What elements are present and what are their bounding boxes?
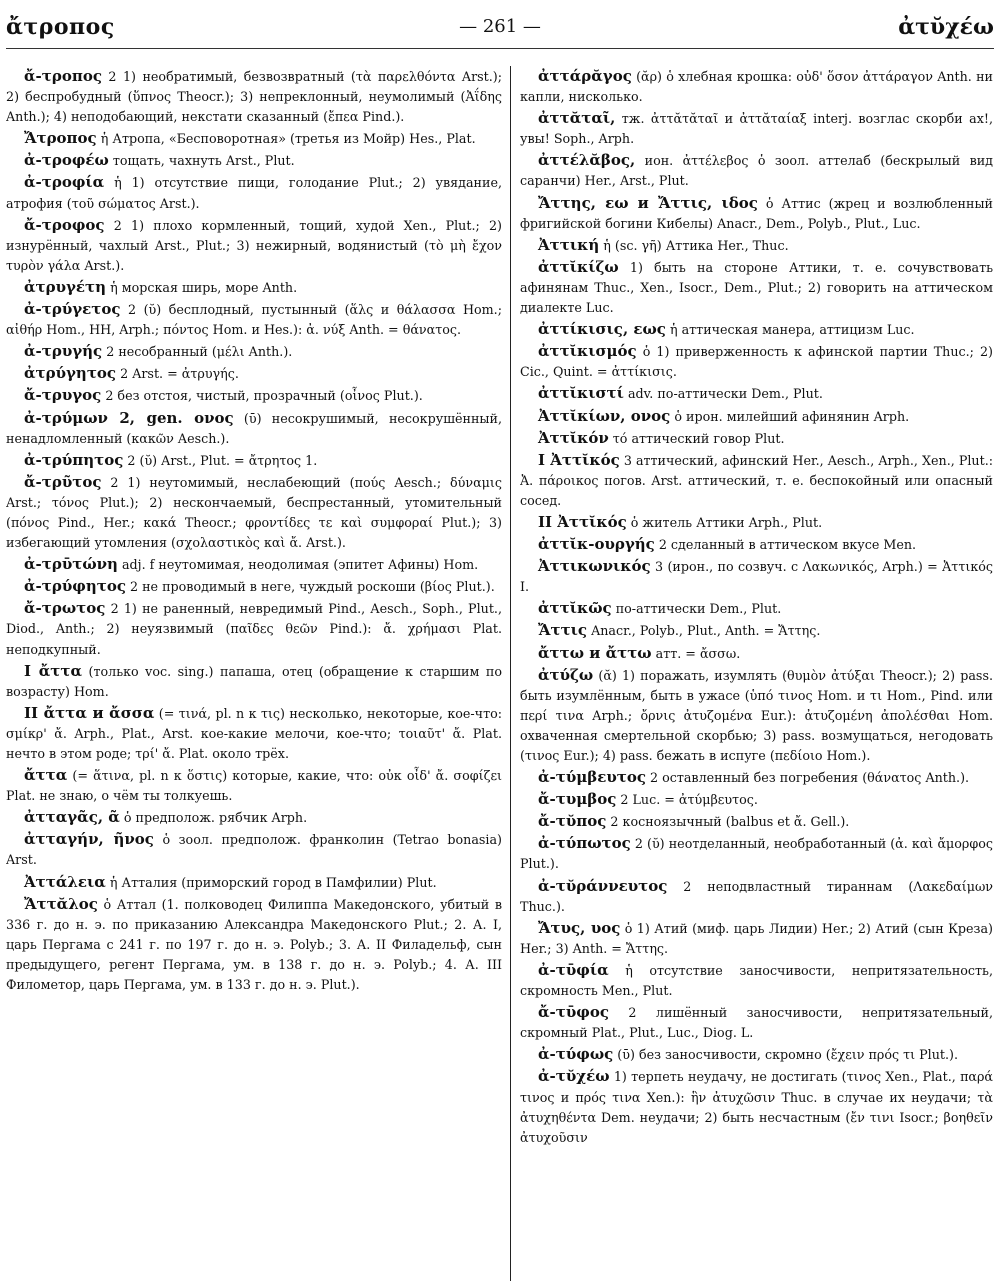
entry-headword: ἀττῐκ-ουργής — [538, 535, 655, 554]
entry-definition: 3 аттический, афинский Her., Aesch., Arph., Xen., Plut.: Ἀ. πάροικος погов. Arst. аттический, т. е. беспокойный или опасный сосед. — [520, 452, 993, 508]
dictionary-entry — [6, 661, 502, 702]
entry-definition: 2 без отстоя, чистый, прозрачный (οἶνος Plut.). — [101, 388, 423, 404]
dictionary-entry — [520, 383, 993, 404]
dictionary-entry — [520, 66, 993, 107]
entry-definition: ἡ (sc. γῆ) Аттика Her., Thuc. — [599, 237, 789, 253]
dictionary-entry — [520, 960, 993, 1001]
entry-definition: 2 (ῠ) Arst., Plut. = ἄτρητος 1. — [123, 452, 318, 468]
entry-definition: ἡ 1) отсутствие пищи, голодание Plut.; 2) увядание, атрофия (τοῦ σώματος Arst.). — [6, 175, 502, 211]
dictionary-entry — [6, 172, 502, 213]
entry-headword: ἀ-τρύγετος — [24, 300, 121, 319]
entry-definition: 2 1) неутомимый, неслабеющий (πούς Aesch.; δύναμις Arst.; τόνος Plut.); 2) нескончаемый, беспрестанный, утомительный (πόνος Pind., Her.; κακά Theocr.; φροντίδες τε καὶ συμφοραί Plut.); 3) избегающий утомления (σχολαστικὸς καὶ ἄ. Arst.). — [6, 474, 502, 551]
dictionary-entry — [520, 534, 993, 555]
dictionary-entry — [6, 765, 502, 806]
entry-definition: 2 не проводимый в неге, чуждый роскоши (βίος Plut.). — [125, 579, 495, 595]
dictionary-entry — [520, 620, 993, 641]
entry-definition: ὁ Аттис (жрец и возлюбленный фригийской богини Кибелы) Anacr., Dem., Polyb., Plut., Luc. — [520, 195, 993, 231]
entry-headword: ἀττῐκισμός — [538, 342, 637, 361]
entry-headword: ἄ-τῠπος — [538, 812, 607, 831]
entry-definition: ἡ морская ширь, море Anth. — [106, 279, 298, 295]
dictionary-entry — [6, 215, 502, 276]
entry-headword: ἀ-τρύπητος — [24, 450, 124, 469]
entry-headword: ἄ-τρυγος — [24, 386, 102, 405]
entry-headword: ἄττα — [24, 766, 68, 785]
dictionary-entry — [6, 829, 502, 870]
entry-definition: (ῡ) несокрушимый, несокрушённый, ненадломленный (κακῶν Aesch.). — [6, 410, 502, 446]
left-column — [6, 66, 502, 1281]
dictionary-entry — [520, 767, 993, 788]
entry-definition: (ῡ) без заносчивости, скромно (ἔχειν πρός τι Plut.). — [613, 1047, 959, 1063]
entry-headword: ἀτρυγέτη — [24, 277, 107, 296]
dictionary-entry — [520, 665, 993, 766]
entry-headword: ἀττῐκῶς — [538, 599, 612, 618]
entry-definition: тощать, чахнуть Arst., Plut. — [108, 153, 295, 169]
entry-headword: ἀ-τρυγής — [24, 342, 103, 361]
entry-headword: ἄ-τρῦτος — [24, 472, 102, 491]
entry-headword: ἀ-τροφία — [24, 173, 105, 192]
entry-headword: I ἄττα — [24, 661, 82, 680]
header-left-word: ἄτροπος — [6, 14, 115, 40]
entry-definition: ὁ 1) Атий (миф. царь Лидии) Her.; 2) Атий (сын Креза) Her.; 3) Anth. = Ἄττης. — [520, 920, 993, 956]
dictionary-entry — [6, 385, 502, 406]
dictionary-entry — [520, 876, 993, 917]
dictionary-entry — [6, 277, 502, 298]
entry-headword: Ἀττικωνικός — [538, 557, 651, 576]
entry-definition: ἡ отсутствие заносчивости, непритязательность, скромность Men., Plut. — [520, 962, 993, 999]
entry-definition: ὁ ирон. милейший афинянин Arph. — [670, 408, 910, 424]
entry-definition: adv. по-аттически Dem., Plut. — [623, 386, 823, 402]
entry-headword: Ἄτροπος — [24, 129, 97, 148]
entry-headword: ἀττάρᾰγος — [538, 67, 632, 85]
entry-headword: ἀ-τροφέω — [24, 151, 109, 170]
dictionary-entry — [6, 363, 502, 384]
dictionary-entry — [520, 1002, 993, 1043]
entry-headword: ἀττῐκιστί — [538, 384, 624, 403]
dictionary-entry — [520, 428, 993, 449]
entry-headword: ἀ-τρῡτώνη — [24, 555, 118, 574]
dictionary-entry — [6, 150, 502, 171]
dictionary-entry — [520, 598, 993, 619]
entry-definition: ὁ житель Аттики Arph., Plut. — [626, 514, 823, 530]
entry-headword: Ἄτυς, υος — [538, 918, 621, 937]
dictionary-entry — [520, 235, 993, 256]
entry-headword: ἄ-τῡφος — [538, 1003, 609, 1022]
entry-headword: ἀτταγήν, ῆνος — [24, 830, 154, 849]
entry-headword: ἄ-τροφος — [24, 215, 105, 234]
entry-definition: ἡ Атталия (приморский город в Памфилии) Plut. — [105, 874, 437, 890]
entry-headword: ἄ-τρωτος — [24, 599, 106, 618]
dictionary-entry — [6, 807, 502, 828]
entry-definition: тж. ἀττᾰτᾰταῖ и ἀττᾰταίαξ interj. возглас скорби ах!, увы! Soph., Arph. — [520, 111, 993, 147]
dictionary-entry — [520, 406, 993, 427]
dictionary-entry — [520, 108, 993, 149]
entry-definition: 2 оставленный без погребения (θάνατος Anth.). — [645, 770, 970, 786]
entry-definition: adj. f неутомимая, неодолимая (эпитет Афины) Hom. — [117, 557, 479, 573]
dictionary-entry — [6, 341, 502, 362]
entry-headword: ἀ-τύπωτος — [538, 834, 631, 853]
entry-headword: ἄ-τυμβος — [538, 790, 617, 809]
entry-definition: 2 косноязычный (balbus et ἄ. Gell.). — [606, 814, 850, 830]
entry-definition: (ᾰ) 1) поражать, изумлять (θυμὸν ἀτύξαι Theocr.); 2) pass. быть изумлённым, быть в ужасе (ὑπό τινος Hom. и τι Hom., Pind. или περί τινα Arph.; ὄρνις ἀτυζομένα Eur.): ἀτυζομένη ἀπολέσθαι Hom. охваченная смертельной скорбью; 3) pass. возмущаться, негодовать (τινος Eur.); 4) pass. бежать в испуге (πεδίοιο Hom.). — [520, 667, 993, 763]
entry-headword: ἀ-τῠχέω — [538, 1067, 610, 1086]
dictionary-entry — [520, 193, 993, 234]
entry-headword: I Ἀττῐκός — [538, 450, 620, 469]
dictionary-entry — [6, 472, 502, 553]
entry-definition: атт. = ἄσσω. — [651, 645, 741, 661]
entry-definition: ἡ аттическая манера, аттицизм Luc. — [665, 322, 915, 338]
dictionary-entry — [520, 789, 993, 810]
page-number: — 261 — — [459, 16, 541, 37]
entry-headword: ἀ-τῠράννευτος — [538, 876, 668, 895]
dictionary-entry — [520, 341, 993, 382]
dictionary-entry — [520, 257, 993, 318]
dictionary-entry — [6, 66, 502, 127]
entry-definition: 2 1) не раненный, невредимый Pind., Aesch., Soph., Plut., Diod., Anth.; 2) неуязвимый (παῖδες θεῶν Pind.): ἄ. χρήμασι Plat. неподкупный. — [6, 601, 502, 657]
dictionary-entry — [6, 872, 502, 893]
entry-definition: (только voc. sing.) папаша, отец (обращение к старшим по возрасту) Hom. — [6, 663, 502, 699]
column-divider — [510, 66, 511, 1281]
dictionary-entry — [520, 811, 993, 832]
entry-definition: (ᾰρ) ὁ хлебная крошка: οὐδ' ὅσον ἀττάραγον Anth. ни капли, нисколько. — [520, 69, 993, 105]
entry-headword: Ἄττᾰλος — [24, 894, 98, 913]
dictionary-entry — [6, 128, 502, 149]
entry-headword: ἀττέλᾰβος, — [538, 151, 636, 170]
dictionary-entry — [520, 150, 993, 191]
entry-definition: 2 сделанный в аттическом вкусе Men. — [654, 537, 917, 553]
entry-definition: по-аттически Dem., Plut. — [611, 601, 782, 617]
page-header — [6, 14, 994, 44]
entry-definition: 2 1) необратимый, безвозвратный (τὰ παρελθόντα Arst.); 2) беспробудный (ὕπνος Theocr.); 3) непреклонный, неумолимый (Ἀΐδης Anth.); 4) неподобающий, некстати сказанный (ἔπεα Pind.). — [6, 69, 502, 125]
entry-definition: 1) терпеть неудачу, не достигать (τινος Xen., Plat., παρά τινος и πρός τινα Xen.): ἣν ἀτυχῶσιν Thuc. в случае их неудачи; τὰ ἀτυχηθέντα Dem. неудачи; 2) быть несчастным (ἔν τινι Isocr.; βοηθεῖν ἀτυχοῦσιν — [520, 1069, 993, 1145]
entry-definition: 1) быть на стороне Аттики, т. е. сочувствовать афинянам Thuc., Xen., Isocr., Dem., Plut.; 2) говорить на аттическом диалекте Luc. — [520, 259, 993, 316]
entry-definition: 2 (ῠ) неотделанный, необработанный (ἀ. καὶ ἄμορφος Plut.). — [520, 836, 993, 872]
dictionary-entry — [520, 1044, 993, 1065]
entry-definition: ὁ 1) приверженность к афинской партии Thuc.; 2) Cic., Quint. = ἀττίκισις. — [520, 344, 993, 380]
entry-definition: τό аттический говор Plut. — [608, 430, 785, 446]
entry-headword: Ἄττης, εω и Ἄττις, ιδος — [538, 193, 758, 212]
entry-definition: ὁ Аттал (1. полководец Филиппа Македонского, убитый в 336 г. до н. э. по приказанию Александра Македонского Plut.; 2. А. I, царь Пергама с 241 г. по 197 г. до н. э. Polyb.; 3. А. II Филадельф, сын предыдущего, регент Пергама, ум. в 138 г. до н. э. Polyb.; 4. А. III Филометор, царь Пергама, ум. в 133 г. до н. э. Plut.). — [6, 896, 502, 993]
entry-definition: ἡ Атропа, «Бесповоротная» (третья из Мойр) Hes., Plat. — [96, 131, 476, 147]
entry-headword: ἀτρύγητος — [24, 364, 117, 383]
entry-headword: ἀτύζω — [538, 665, 594, 684]
entry-headword: ἄττω и ἄττω — [538, 643, 652, 662]
header-right-word: ἀτῠχέω — [898, 14, 994, 40]
dictionary-entry — [6, 299, 502, 340]
entry-headword: II ἄττα и ἄσσα — [24, 703, 155, 722]
entry-headword: Ἄττις — [538, 621, 588, 640]
entry-headword: ἀττῐκίζω — [538, 257, 619, 276]
entry-headword: ἀ-τύφως — [538, 1045, 614, 1064]
entry-headword: ἄ-τροπος — [24, 67, 102, 85]
entry-definition: ὁ предполож. рябчик Arph. — [119, 810, 308, 826]
dictionary-entry — [520, 833, 993, 874]
dictionary-entry — [6, 703, 502, 764]
dictionary-entry — [520, 1066, 993, 1147]
dictionary-entry — [520, 450, 993, 511]
dictionary-entry — [6, 576, 502, 597]
dictionary-entry — [520, 918, 993, 959]
entry-headword: ἀτταγᾶς, ᾶ — [24, 808, 120, 827]
dictionary-entry — [520, 319, 993, 340]
entry-headword: Ἀττῐκόν — [538, 428, 609, 447]
entry-headword: II Ἀττῐκός — [538, 512, 627, 531]
entry-definition: 3 (ирон., по созвуч. с Λακωνικός, Arph.) = Ἀττικός I. — [520, 559, 993, 595]
entry-headword: ἀττίκισις, εως — [538, 320, 666, 339]
entry-definition: 2 неподвластный тираннам (Λακεδαίμων Thuc.). — [520, 878, 993, 914]
entry-definition: ион. ἀττέλεβος ὁ зоол. аттелаб (бескрылый вид саранчи) Her., Arst., Plut. — [520, 153, 993, 189]
entry-headword: Ἀττική — [538, 235, 600, 254]
entry-definition: 2 (ῠ) бесплодный, пустынный (ἅλς и θάλασσα Hom.; αἰθήρ Hom., HH, Arph.; πόντος Hom. и Hes.): ἀ. νύξ Anth. = θάνατος. — [6, 302, 502, 338]
dictionary-entry — [520, 643, 993, 664]
entry-headword: ἀ-τρύφητος — [24, 577, 126, 596]
dictionary-entry — [6, 554, 502, 575]
entry-headword: ἀ-τῡφία — [538, 960, 609, 979]
dictionary-entry — [6, 408, 502, 449]
entry-definition: 2 Arst. = ἀτρυγής. — [116, 366, 239, 382]
entry-headword: ἀ-τρύμων 2, gen. ονος — [24, 408, 234, 427]
entry-definition: ὁ зоол. предполож. франколин (Tetrao bonasia) Arst. — [6, 832, 502, 868]
entry-headword: Ἀττῐκίων, ονος — [538, 406, 671, 425]
dictionary-entry — [6, 894, 502, 995]
entry-definition: 2 лишённый заносчивости, непритязательный, скромный Plat., Plut., Luc., Diog. L. — [520, 1005, 993, 1041]
entry-definition: 2 Luc. = ἀτύμβευτος. — [616, 792, 758, 808]
entry-definition: (= τινά, pl. n к τις) несколько, некоторые, кое-что: σμίκρ' ἄ. Arph., Plat., Arst. кое-какие мелочи, кое-что; τοιαῦτ' ἄ. Plat. нечто в этом роде; τρί' ἄ. Plat. около трёх. — [6, 705, 502, 761]
dictionary-entry — [520, 512, 993, 533]
entry-headword: Ἀττάλεια — [24, 872, 106, 891]
entry-definition: (= ἅτινα, pl. n к ὅστις) которые, какие, что: οὐκ οἶδ' ἄ. σοφίζει Plat. не знаю, о чём ты толкуешь. — [6, 768, 502, 804]
entry-headword: ἀττᾰταῖ, — [538, 109, 616, 128]
entry-definition: Anacr., Polyb., Plut., Anth. = Ἄττης. — [587, 623, 821, 639]
dictionary-entry — [6, 598, 502, 659]
entry-definition: 2 несобранный (μέλι Anth.). — [102, 344, 293, 360]
entry-definition: 2 1) плохо кормленный, тощий, худой Xen., Plut.; 2) изнурённый, чахлый Arst., Plut.; 3) нежирный, водянистый (τὸ μὴ ἔχον τυρὸν γάλα Arst.). — [6, 217, 502, 273]
header-rule — [6, 48, 994, 49]
right-column — [520, 66, 993, 1281]
entry-headword: ἀ-τύμβευτος — [538, 768, 646, 787]
dictionary-entry — [520, 556, 993, 597]
dictionary-entry — [6, 450, 502, 471]
